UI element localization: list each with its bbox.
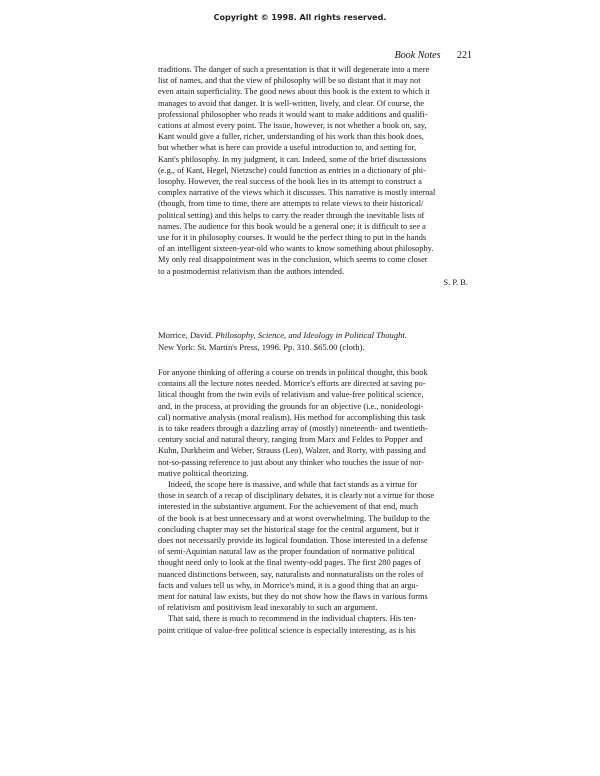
text-line: thought need only to look at the final twenty-odd pages. The first 280 pages of [158,558,421,568]
text-line: Kuhn, Durkheim and Weber, Strauss (Leo), Walzer, and Rorty, with passing and [158,446,426,456]
text-line: facts and values tell us why, in Morrice's mind, it is a good thing that an argu- [158,580,419,590]
reviewer-initials: S. P. B. [443,278,468,287]
text-line: use for it in philosophy courses. It would be the perfect thing to put in the hands [158,233,427,243]
text-line: nuanced distinctions between, say, naturalists and nonnaturalists on the roles of [158,569,424,579]
text-line: Indeed, the scope here is massive, and while that fact stands as a virtue for [168,480,418,490]
text-line: Kant's philosophy. In my judgment, it can. Indeed, some of the brief discussions [158,154,427,164]
text-line: professional philosopher who reads it would want to make additions and qualifi- [158,109,428,119]
text-line: even attain superficiality. The good news about this book is the extent to which it [158,87,430,97]
citation-title: Philosophy, Science, and Ideology in Political Thought. [215,330,407,340]
text-line: of semi-Aquinian natural law as the proper foundation of normative political [158,547,415,557]
review-2-citation [158,330,472,354]
text-line: For anyone thinking of offering a course on trends in political thought, this book [158,368,428,377]
running-head [395,50,472,61]
text-line: litical thought from the twin evils of relativism and value-free political science, [158,390,424,400]
text-line: mative political theorizing. [158,468,249,478]
text-line: century social and natural theory, ranging from Marx and Feldes to Popper and [158,435,423,445]
text-line: interested in the substantive argument. For the achievement of that end, much [158,502,419,512]
text-line: of the book is at best unnecessary and at worst overwhelming. The buildup to the [158,513,430,523]
running-head-title: Book Notes [394,50,441,61]
text-line: complex narrative of the views which it discusses. This narrative is mostly internal [158,188,436,198]
text-line: losophy. However, the real success of the book lies in its attempt to construct a [158,177,422,187]
text-line: and, in the process, at providing the grounds for an objective (i.e., nonideologi- [158,401,424,411]
text-line: ment for natural law exists, but they do not show how the flaws in various forms [158,592,428,602]
text-line: Kant would give a fuller, richer, understanding of his work than this book does, [158,132,424,142]
text-line: point critique of value-free political science is especially interesting, as is his [158,625,416,635]
text-line: is to take readers through a dazzling array of (mostly) nineteenth- and twentieth- [158,424,428,434]
text-line: (e.g., of Kant, Hegel, Nietzsche) could function as entries in a dictionary of phi- [158,165,426,175]
text-line: not-so-passing reference to just about any thinker who touches the issue of nor- [158,457,424,467]
text-line: traditions. The danger of such a presentation is that it will degenerate into a mere [158,65,430,74]
review-1-signature-line [158,277,472,288]
text-line: list of names, and that the view of philosophy will be so distant that it may not [158,76,421,86]
text-line: contains all the lecture notes needed. Morrice's efforts are directed at saving po- [158,379,426,389]
text-line: political setting) and this helps to carry the reader through the inevitable lists of [158,210,425,220]
citation-publisher: New York: St. Martin's Press, 1996. Pp. 310. $65.00 (cloth). [158,341,365,352]
review-1-body [158,64,472,277]
text-line: cations at almost every point. The issue, however, is not whether a book on, say, [158,121,427,131]
text-line: cal) normative analysis (moral realism). His method for accomplishing this task [158,412,426,422]
text-line: those in search of a recap of disciplinary debates, it is clearly not a virtue for those [158,491,435,501]
text-line: to a postmodernist relativism than the authors intended. [158,266,345,276]
text-line: names. The audience for this book would be a general one; it is difficult to see a [158,221,426,231]
copyright-notice: Copyright © 1998. All rights reserved. [213,13,387,22]
text-line: My only real disappointment was in the conclusion, which seems to come closer [158,255,428,265]
text-line: of an intelligent sixteen-year-old who wants to know something about philosophy. [158,244,434,254]
text-line: That said, there is much to recommend in the individual chapters. His ten- [168,614,417,624]
text-line: of relativism and positivism lead inexorably to such an argument. [158,603,378,613]
text-line: manages to avoid that danger. It is well-written, lively, and clear. Of course, the [158,98,424,108]
citation-author: Morrice, David. [158,330,214,340]
page-number: 221 [457,50,472,61]
text-line: but whether what is here can provide a useful introduction to, and setting for, [158,143,417,153]
text-line: (though, from time to time, there are attempts to relate views to their historical/ [158,199,424,209]
text-line: does not necessarily provide its logical foundation. Those interested in a defense [158,536,428,546]
text-line: concluding chapter may set the historical stage for the central argument, but it [158,524,420,534]
review-2-body [158,367,472,636]
